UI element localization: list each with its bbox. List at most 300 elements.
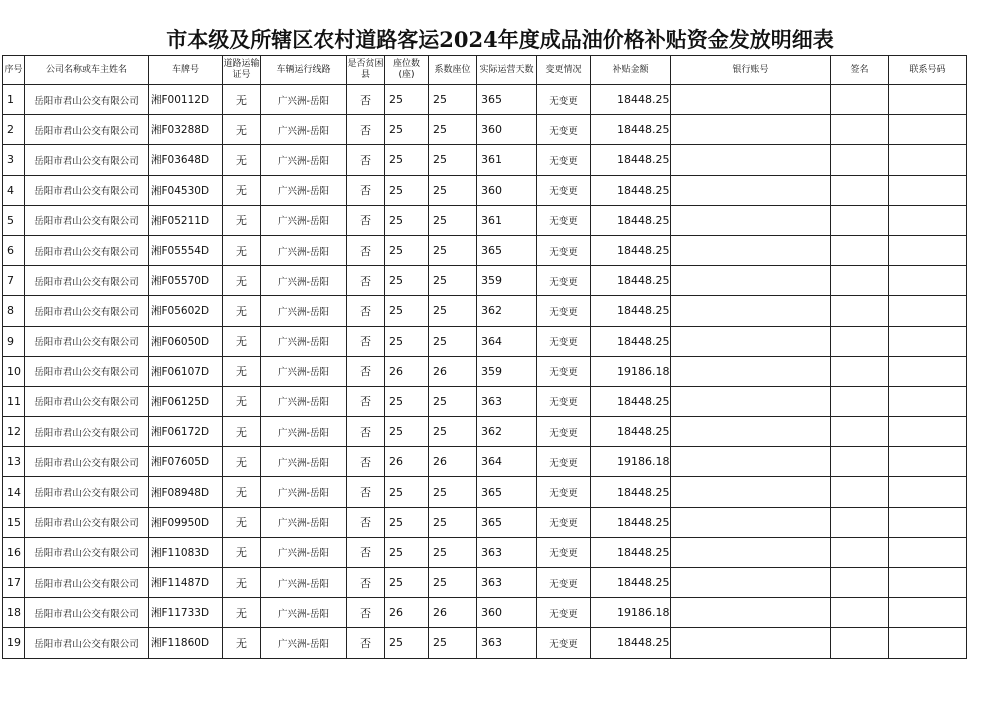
seq-cell: 5 bbox=[3, 205, 25, 235]
days-cell: 362 bbox=[477, 296, 537, 326]
sign-cell bbox=[831, 417, 889, 447]
change-cell: 无变更 bbox=[537, 507, 591, 537]
seats-cell: 25 bbox=[385, 266, 429, 296]
company-cell: 岳阳市君山公交有限公司 bbox=[25, 507, 149, 537]
amount-cell: 18448.25 bbox=[591, 477, 671, 507]
col-header-amount: 补贴金额 bbox=[591, 56, 671, 85]
seats-cell: 25 bbox=[385, 175, 429, 205]
plate-cell: 湘F07605D bbox=[149, 447, 223, 477]
change-cell: 无变更 bbox=[537, 568, 591, 598]
change-cell: 无变更 bbox=[537, 447, 591, 477]
seq-cell: 9 bbox=[3, 326, 25, 356]
amount-cell: 18448.25 bbox=[591, 85, 671, 115]
plate-cell: 湘F06050D bbox=[149, 326, 223, 356]
sign-cell bbox=[831, 266, 889, 296]
phone-cell bbox=[889, 145, 967, 175]
sign-cell bbox=[831, 507, 889, 537]
company-cell: 岳阳市君山公交有限公司 bbox=[25, 296, 149, 326]
header-row bbox=[3, 56, 967, 85]
change-cell: 无变更 bbox=[537, 417, 591, 447]
col-header-plate: 车牌号 bbox=[149, 56, 223, 85]
amount-cell: 18448.25 bbox=[591, 205, 671, 235]
table-row bbox=[3, 447, 967, 477]
seats-cell: 26 bbox=[385, 356, 429, 386]
route-cell: 广兴洲-岳阳 bbox=[261, 477, 347, 507]
change-cell: 无变更 bbox=[537, 356, 591, 386]
amount-cell: 18448.25 bbox=[591, 145, 671, 175]
seq-cell: 4 bbox=[3, 175, 25, 205]
table-row bbox=[3, 145, 967, 175]
change-cell: 无变更 bbox=[537, 296, 591, 326]
table-row bbox=[3, 326, 967, 356]
days-cell: 365 bbox=[477, 507, 537, 537]
col-header-company: 公司名称或车主姓名 bbox=[25, 56, 149, 85]
poor-county-cell: 否 bbox=[347, 537, 385, 567]
seq-cell: 13 bbox=[3, 447, 25, 477]
permit-cell: 无 bbox=[223, 356, 261, 386]
seq-cell: 8 bbox=[3, 296, 25, 326]
change-cell: 无变更 bbox=[537, 598, 591, 628]
phone-cell bbox=[889, 598, 967, 628]
coef-seats-cell: 25 bbox=[429, 568, 477, 598]
days-cell: 360 bbox=[477, 115, 537, 145]
route-cell: 广兴洲-岳阳 bbox=[261, 115, 347, 145]
route-cell: 广兴洲-岳阳 bbox=[261, 447, 347, 477]
coef-seats-cell: 25 bbox=[429, 175, 477, 205]
change-cell: 无变更 bbox=[537, 85, 591, 115]
seq-cell: 19 bbox=[3, 628, 25, 658]
company-cell: 岳阳市君山公交有限公司 bbox=[25, 598, 149, 628]
phone-cell bbox=[889, 235, 967, 265]
change-cell: 无变更 bbox=[537, 266, 591, 296]
seats-cell: 25 bbox=[385, 628, 429, 658]
coef-seats-cell: 26 bbox=[429, 598, 477, 628]
sign-cell bbox=[831, 537, 889, 567]
table-row bbox=[3, 598, 967, 628]
poor-county-cell: 否 bbox=[347, 235, 385, 265]
seq-cell: 14 bbox=[3, 477, 25, 507]
plate-cell: 湘F03288D bbox=[149, 115, 223, 145]
company-cell: 岳阳市君山公交有限公司 bbox=[25, 205, 149, 235]
permit-cell: 无 bbox=[223, 386, 261, 416]
table-row bbox=[3, 386, 967, 416]
coef-seats-cell: 25 bbox=[429, 85, 477, 115]
table-row bbox=[3, 568, 967, 598]
seq-cell: 15 bbox=[3, 507, 25, 537]
sign-cell bbox=[831, 115, 889, 145]
phone-cell bbox=[889, 296, 967, 326]
days-cell: 363 bbox=[477, 628, 537, 658]
bank-cell bbox=[671, 628, 831, 658]
table-row bbox=[3, 537, 967, 567]
change-cell: 无变更 bbox=[537, 235, 591, 265]
permit-cell: 无 bbox=[223, 507, 261, 537]
table-row bbox=[3, 266, 967, 296]
phone-cell bbox=[889, 356, 967, 386]
bank-cell bbox=[671, 115, 831, 145]
change-cell: 无变更 bbox=[537, 477, 591, 507]
amount-cell: 18448.25 bbox=[591, 266, 671, 296]
phone-cell bbox=[889, 205, 967, 235]
plate-cell: 湘F03648D bbox=[149, 145, 223, 175]
coef-seats-cell: 25 bbox=[429, 145, 477, 175]
amount-cell: 18448.25 bbox=[591, 537, 671, 567]
plate-cell: 湘F06172D bbox=[149, 417, 223, 447]
change-cell: 无变更 bbox=[537, 175, 591, 205]
permit-cell: 无 bbox=[223, 447, 261, 477]
seats-cell: 25 bbox=[385, 507, 429, 537]
seq-cell: 18 bbox=[3, 598, 25, 628]
seq-cell: 17 bbox=[3, 568, 25, 598]
change-cell: 无变更 bbox=[537, 326, 591, 356]
table-row bbox=[3, 417, 967, 447]
coef-seats-cell: 25 bbox=[429, 266, 477, 296]
poor-county-cell: 否 bbox=[347, 175, 385, 205]
route-cell: 广兴洲-岳阳 bbox=[261, 85, 347, 115]
sign-cell bbox=[831, 175, 889, 205]
table-row bbox=[3, 115, 967, 145]
seq-cell: 3 bbox=[3, 145, 25, 175]
amount-cell: 18448.25 bbox=[591, 326, 671, 356]
amount-cell: 18448.25 bbox=[591, 417, 671, 447]
poor-county-cell: 否 bbox=[347, 477, 385, 507]
phone-cell bbox=[889, 85, 967, 115]
plate-cell: 湘F06125D bbox=[149, 386, 223, 416]
coef-seats-cell: 25 bbox=[429, 115, 477, 145]
route-cell: 广兴洲-岳阳 bbox=[261, 266, 347, 296]
route-cell: 广兴洲-岳阳 bbox=[261, 417, 347, 447]
poor-county-cell: 否 bbox=[347, 386, 385, 416]
col-header-permit: 道路运输证号 bbox=[223, 56, 261, 85]
coef-seats-cell: 25 bbox=[429, 296, 477, 326]
amount-cell: 19186.18 bbox=[591, 356, 671, 386]
bank-cell bbox=[671, 175, 831, 205]
company-cell: 岳阳市君山公交有限公司 bbox=[25, 175, 149, 205]
amount-cell: 18448.25 bbox=[591, 568, 671, 598]
col-header-coef-seats: 系数座位 bbox=[429, 56, 477, 85]
permit-cell: 无 bbox=[223, 266, 261, 296]
company-cell: 岳阳市君山公交有限公司 bbox=[25, 628, 149, 658]
sign-cell bbox=[831, 386, 889, 416]
poor-county-cell: 否 bbox=[347, 598, 385, 628]
amount-cell: 18448.25 bbox=[591, 386, 671, 416]
seats-cell: 25 bbox=[385, 477, 429, 507]
route-cell: 广兴洲-岳阳 bbox=[261, 296, 347, 326]
coef-seats-cell: 25 bbox=[429, 205, 477, 235]
poor-county-cell: 否 bbox=[347, 507, 385, 537]
company-cell: 岳阳市君山公交有限公司 bbox=[25, 568, 149, 598]
plate-cell: 湘F11487D bbox=[149, 568, 223, 598]
phone-cell bbox=[889, 507, 967, 537]
coef-seats-cell: 25 bbox=[429, 628, 477, 658]
poor-county-cell: 否 bbox=[347, 568, 385, 598]
bank-cell bbox=[671, 235, 831, 265]
plate-cell: 湘F09950D bbox=[149, 507, 223, 537]
poor-county-cell: 否 bbox=[347, 356, 385, 386]
seq-cell: 1 bbox=[3, 85, 25, 115]
plate-cell: 湘F08948D bbox=[149, 477, 223, 507]
permit-cell: 无 bbox=[223, 537, 261, 567]
bank-cell bbox=[671, 537, 831, 567]
sign-cell bbox=[831, 568, 889, 598]
seats-cell: 25 bbox=[385, 568, 429, 598]
seats-cell: 26 bbox=[385, 447, 429, 477]
amount-cell: 18448.25 bbox=[591, 628, 671, 658]
col-header-seats: 座位数(座) bbox=[385, 56, 429, 85]
route-cell: 广兴洲-岳阳 bbox=[261, 568, 347, 598]
col-header-days: 实际运营天数 bbox=[477, 56, 537, 85]
bank-cell bbox=[671, 568, 831, 598]
days-cell: 365 bbox=[477, 85, 537, 115]
coef-seats-cell: 25 bbox=[429, 326, 477, 356]
days-cell: 365 bbox=[477, 477, 537, 507]
phone-cell bbox=[889, 326, 967, 356]
bank-cell bbox=[671, 296, 831, 326]
permit-cell: 无 bbox=[223, 417, 261, 447]
bank-cell bbox=[671, 447, 831, 477]
page-title: 市本级及所辖区农村道路客运2024年度成品油价格补贴资金发放明细表 bbox=[166, 27, 834, 52]
days-cell: 361 bbox=[477, 205, 537, 235]
seats-cell: 25 bbox=[385, 417, 429, 447]
change-cell: 无变更 bbox=[537, 145, 591, 175]
poor-county-cell: 否 bbox=[347, 145, 385, 175]
amount-cell: 19186.18 bbox=[591, 598, 671, 628]
plate-cell: 湘F00112D bbox=[149, 85, 223, 115]
coef-seats-cell: 25 bbox=[429, 386, 477, 416]
company-cell: 岳阳市君山公交有限公司 bbox=[25, 145, 149, 175]
bank-cell bbox=[671, 326, 831, 356]
table-row bbox=[3, 628, 967, 658]
phone-cell bbox=[889, 115, 967, 145]
seats-cell: 25 bbox=[385, 85, 429, 115]
route-cell: 广兴洲-岳阳 bbox=[261, 356, 347, 386]
bank-cell bbox=[671, 507, 831, 537]
plate-cell: 湘F11733D bbox=[149, 598, 223, 628]
sign-cell bbox=[831, 628, 889, 658]
sign-cell bbox=[831, 598, 889, 628]
phone-cell bbox=[889, 477, 967, 507]
amount-cell: 18448.25 bbox=[591, 115, 671, 145]
permit-cell: 无 bbox=[223, 145, 261, 175]
company-cell: 岳阳市君山公交有限公司 bbox=[25, 235, 149, 265]
permit-cell: 无 bbox=[223, 296, 261, 326]
phone-cell bbox=[889, 628, 967, 658]
permit-cell: 无 bbox=[223, 175, 261, 205]
amount-cell: 18448.25 bbox=[591, 296, 671, 326]
plate-cell: 湘F05554D bbox=[149, 235, 223, 265]
table-row bbox=[3, 175, 967, 205]
seats-cell: 25 bbox=[385, 296, 429, 326]
days-cell: 363 bbox=[477, 537, 537, 567]
poor-county-cell: 否 bbox=[347, 628, 385, 658]
change-cell: 无变更 bbox=[537, 205, 591, 235]
route-cell: 广兴洲-岳阳 bbox=[261, 235, 347, 265]
seats-cell: 25 bbox=[385, 115, 429, 145]
route-cell: 广兴洲-岳阳 bbox=[261, 386, 347, 416]
seq-cell: 16 bbox=[3, 537, 25, 567]
plate-cell: 湘F05570D bbox=[149, 266, 223, 296]
change-cell: 无变更 bbox=[537, 115, 591, 145]
plate-cell: 湘F11860D bbox=[149, 628, 223, 658]
bank-cell bbox=[671, 205, 831, 235]
sign-cell bbox=[831, 356, 889, 386]
coef-seats-cell: 25 bbox=[429, 235, 477, 265]
table-row bbox=[3, 356, 967, 386]
change-cell: 无变更 bbox=[537, 386, 591, 416]
sign-cell bbox=[831, 296, 889, 326]
permit-cell: 无 bbox=[223, 326, 261, 356]
sign-cell bbox=[831, 326, 889, 356]
poor-county-cell: 否 bbox=[347, 85, 385, 115]
company-cell: 岳阳市君山公交有限公司 bbox=[25, 477, 149, 507]
poor-county-cell: 否 bbox=[347, 266, 385, 296]
phone-cell bbox=[889, 266, 967, 296]
seats-cell: 25 bbox=[385, 145, 429, 175]
company-cell: 岳阳市君山公交有限公司 bbox=[25, 447, 149, 477]
poor-county-cell: 否 bbox=[347, 296, 385, 326]
company-cell: 岳阳市君山公交有限公司 bbox=[25, 356, 149, 386]
bank-cell bbox=[671, 417, 831, 447]
route-cell: 广兴洲-岳阳 bbox=[261, 507, 347, 537]
plate-cell: 湘F06107D bbox=[149, 356, 223, 386]
bank-cell bbox=[671, 477, 831, 507]
sign-cell bbox=[831, 145, 889, 175]
days-cell: 359 bbox=[477, 356, 537, 386]
sign-cell bbox=[831, 477, 889, 507]
coef-seats-cell: 25 bbox=[429, 507, 477, 537]
days-cell: 359 bbox=[477, 266, 537, 296]
seq-cell: 6 bbox=[3, 235, 25, 265]
poor-county-cell: 否 bbox=[347, 205, 385, 235]
days-cell: 363 bbox=[477, 386, 537, 416]
seq-cell: 11 bbox=[3, 386, 25, 416]
sign-cell bbox=[831, 235, 889, 265]
coef-seats-cell: 25 bbox=[429, 537, 477, 567]
route-cell: 广兴洲-岳阳 bbox=[261, 205, 347, 235]
seats-cell: 26 bbox=[385, 598, 429, 628]
plate-cell: 湘F05211D bbox=[149, 205, 223, 235]
days-cell: 364 bbox=[477, 326, 537, 356]
coef-seats-cell: 26 bbox=[429, 356, 477, 386]
seats-cell: 25 bbox=[385, 205, 429, 235]
days-cell: 360 bbox=[477, 175, 537, 205]
sign-cell bbox=[831, 447, 889, 477]
days-cell: 361 bbox=[477, 145, 537, 175]
plate-cell: 湘F05602D bbox=[149, 296, 223, 326]
phone-cell bbox=[889, 417, 967, 447]
days-cell: 360 bbox=[477, 598, 537, 628]
days-cell: 365 bbox=[477, 235, 537, 265]
company-cell: 岳阳市君山公交有限公司 bbox=[25, 266, 149, 296]
col-header-bank: 银行账号 bbox=[671, 56, 831, 85]
route-cell: 广兴洲-岳阳 bbox=[261, 175, 347, 205]
bank-cell bbox=[671, 356, 831, 386]
company-cell: 岳阳市君山公交有限公司 bbox=[25, 115, 149, 145]
table-row bbox=[3, 296, 967, 326]
col-header-route: 车辆运行线路 bbox=[261, 56, 347, 85]
permit-cell: 无 bbox=[223, 477, 261, 507]
col-header-poor-county: 是否贫困县 bbox=[347, 56, 385, 85]
seats-cell: 25 bbox=[385, 326, 429, 356]
days-cell: 363 bbox=[477, 568, 537, 598]
permit-cell: 无 bbox=[223, 205, 261, 235]
amount-cell: 18448.25 bbox=[591, 235, 671, 265]
plate-cell: 湘F11083D bbox=[149, 537, 223, 567]
sign-cell bbox=[831, 85, 889, 115]
seq-cell: 10 bbox=[3, 356, 25, 386]
route-cell: 广兴洲-岳阳 bbox=[261, 326, 347, 356]
phone-cell bbox=[889, 386, 967, 416]
company-cell: 岳阳市君山公交有限公司 bbox=[25, 537, 149, 567]
coef-seats-cell: 25 bbox=[429, 477, 477, 507]
poor-county-cell: 否 bbox=[347, 115, 385, 145]
change-cell: 无变更 bbox=[537, 628, 591, 658]
company-cell: 岳阳市君山公交有限公司 bbox=[25, 386, 149, 416]
bank-cell bbox=[671, 145, 831, 175]
table-row bbox=[3, 205, 967, 235]
col-header-sign: 签名 bbox=[831, 56, 889, 85]
bank-cell bbox=[671, 386, 831, 416]
coef-seats-cell: 25 bbox=[429, 417, 477, 447]
permit-cell: 无 bbox=[223, 568, 261, 598]
amount-cell: 19186.18 bbox=[591, 447, 671, 477]
table-row bbox=[3, 477, 967, 507]
seq-cell: 12 bbox=[3, 417, 25, 447]
permit-cell: 无 bbox=[223, 85, 261, 115]
table-row bbox=[3, 235, 967, 265]
poor-county-cell: 否 bbox=[347, 326, 385, 356]
company-cell: 岳阳市君山公交有限公司 bbox=[25, 85, 149, 115]
coef-seats-cell: 26 bbox=[429, 447, 477, 477]
bank-cell bbox=[671, 266, 831, 296]
company-cell: 岳阳市君山公交有限公司 bbox=[25, 417, 149, 447]
phone-cell bbox=[889, 447, 967, 477]
permit-cell: 无 bbox=[223, 628, 261, 658]
poor-county-cell: 否 bbox=[347, 417, 385, 447]
col-header-seq: 序号 bbox=[3, 56, 25, 85]
amount-cell: 18448.25 bbox=[591, 507, 671, 537]
col-header-change: 变更情况 bbox=[537, 56, 591, 85]
days-cell: 364 bbox=[477, 447, 537, 477]
days-cell: 362 bbox=[477, 417, 537, 447]
sign-cell bbox=[831, 205, 889, 235]
phone-cell bbox=[889, 568, 967, 598]
route-cell: 广兴洲-岳阳 bbox=[261, 628, 347, 658]
bank-cell bbox=[671, 598, 831, 628]
seats-cell: 25 bbox=[385, 537, 429, 567]
seq-cell: 2 bbox=[3, 115, 25, 145]
amount-cell: 18448.25 bbox=[591, 175, 671, 205]
route-cell: 广兴洲-岳阳 bbox=[261, 145, 347, 175]
route-cell: 广兴洲-岳阳 bbox=[261, 598, 347, 628]
bank-cell bbox=[671, 85, 831, 115]
poor-county-cell: 否 bbox=[347, 447, 385, 477]
subsidy-table bbox=[2, 55, 967, 659]
change-cell: 无变更 bbox=[537, 537, 591, 567]
phone-cell bbox=[889, 175, 967, 205]
company-cell: 岳阳市君山公交有限公司 bbox=[25, 326, 149, 356]
seats-cell: 25 bbox=[385, 235, 429, 265]
permit-cell: 无 bbox=[223, 598, 261, 628]
seats-cell: 25 bbox=[385, 386, 429, 416]
plate-cell: 湘F04530D bbox=[149, 175, 223, 205]
col-header-phone: 联系号码 bbox=[889, 56, 967, 85]
table-row bbox=[3, 85, 967, 115]
permit-cell: 无 bbox=[223, 235, 261, 265]
seq-cell: 7 bbox=[3, 266, 25, 296]
permit-cell: 无 bbox=[223, 115, 261, 145]
phone-cell bbox=[889, 537, 967, 567]
